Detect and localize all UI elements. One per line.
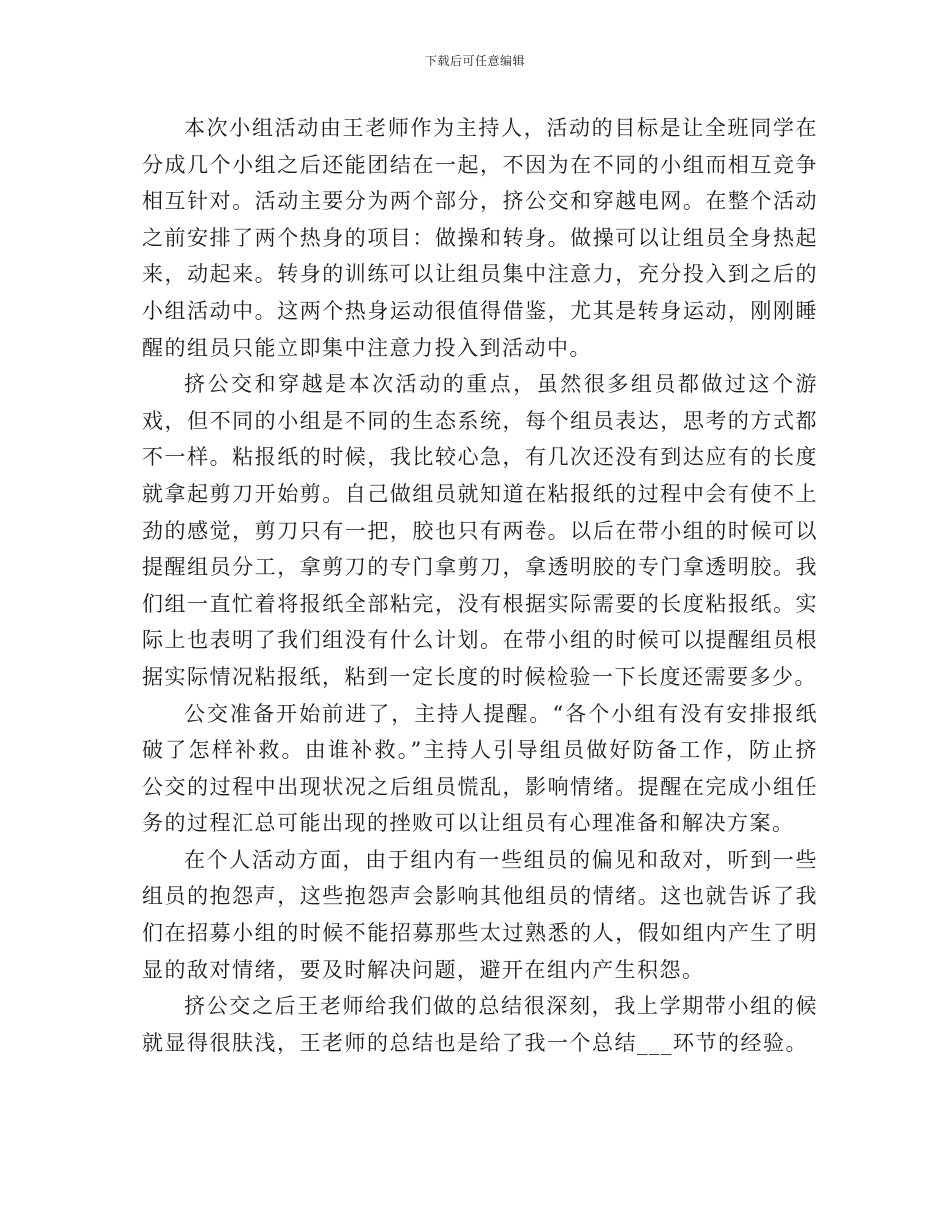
paragraph-5: 挤公交之后王老师给我们做的总结很深刻，我上学期带小组的候就显得很肤浅，王老师的总结也是给了我一个总结___环节的经验。 xyxy=(142,994,818,1055)
paragraph-1: 本次小组活动由王老师作为主持人，活动的目标是让全班同学在分成几个小组之后还能团结在一起，不因为在不同的小组而相互竞争相互针对。活动主要分为两个部分，挤公交和穿越电网。在整个活动之前安排了两个热身的项目：做操和转身。做操可以让组员全身热起来，动起来。转身的训练可以让组员集中注意力，充分投入到之后的小组活动中。这两个热身运动很值得借鉴，尤其是转身运动，刚刚睡醒的组员只能立即集中注意力投入到活动中。 xyxy=(142,116,818,360)
paragraph-4: 在个人活动方面，由于组内有一些组员的偏见和敌对，听到一些组员的抱怨声，这些抱怨声会影响其他组员的情绪。这也就告诉了我们在招募小组的时候不能招募那些太过熟悉的人，假如组内产生了明显的敌对情绪，要及时解决问题，避开在组内产生积怨。 xyxy=(142,847,818,982)
paragraph-2: 挤公交和穿越是本次活动的重点，虽然很多组员都做过这个游戏，但不同的小组是不同的生态系统，每个组员表达，思考的方式都不一样。粘报纸的时候，我比较心急，有几次还没有到达应有的长度就拿起剪刀开始剪。自己做组员就知道在粘报纸的过程中会有使不上劲的感觉，剪刀只有一把，胶也只有两卷。以后在带小组的时候可以提醒组员分工，拿剪刀的专门拿剪刀，拿透明胶的专门拿透明胶。我们组一直忙着将报纸全部粘完，没有根据实际需要的长度粘报纸。实际上也表明了我们组没有什么计划。在带小组的时候可以提醒组员根据实际情况粘报纸，粘到一定长度的时候检验一下长度还需要多少。 xyxy=(142,372,818,689)
document-body xyxy=(142,110,818,1061)
paragraph-3: 公交准备开始前进了，主持人提醒。“各个小组有没有安排报纸破了怎样补救。由谁补救。”主持人引导组员做好防备工作，防止挤公交的过程中出现状况之后组员慌乱，影响情绪。提醒在完成小组任务的过程汇总可能出现的挫败可以让组员有心理准备和解决方案。 xyxy=(142,701,818,836)
page-header: 下载后可任意编辑 xyxy=(424,54,525,68)
